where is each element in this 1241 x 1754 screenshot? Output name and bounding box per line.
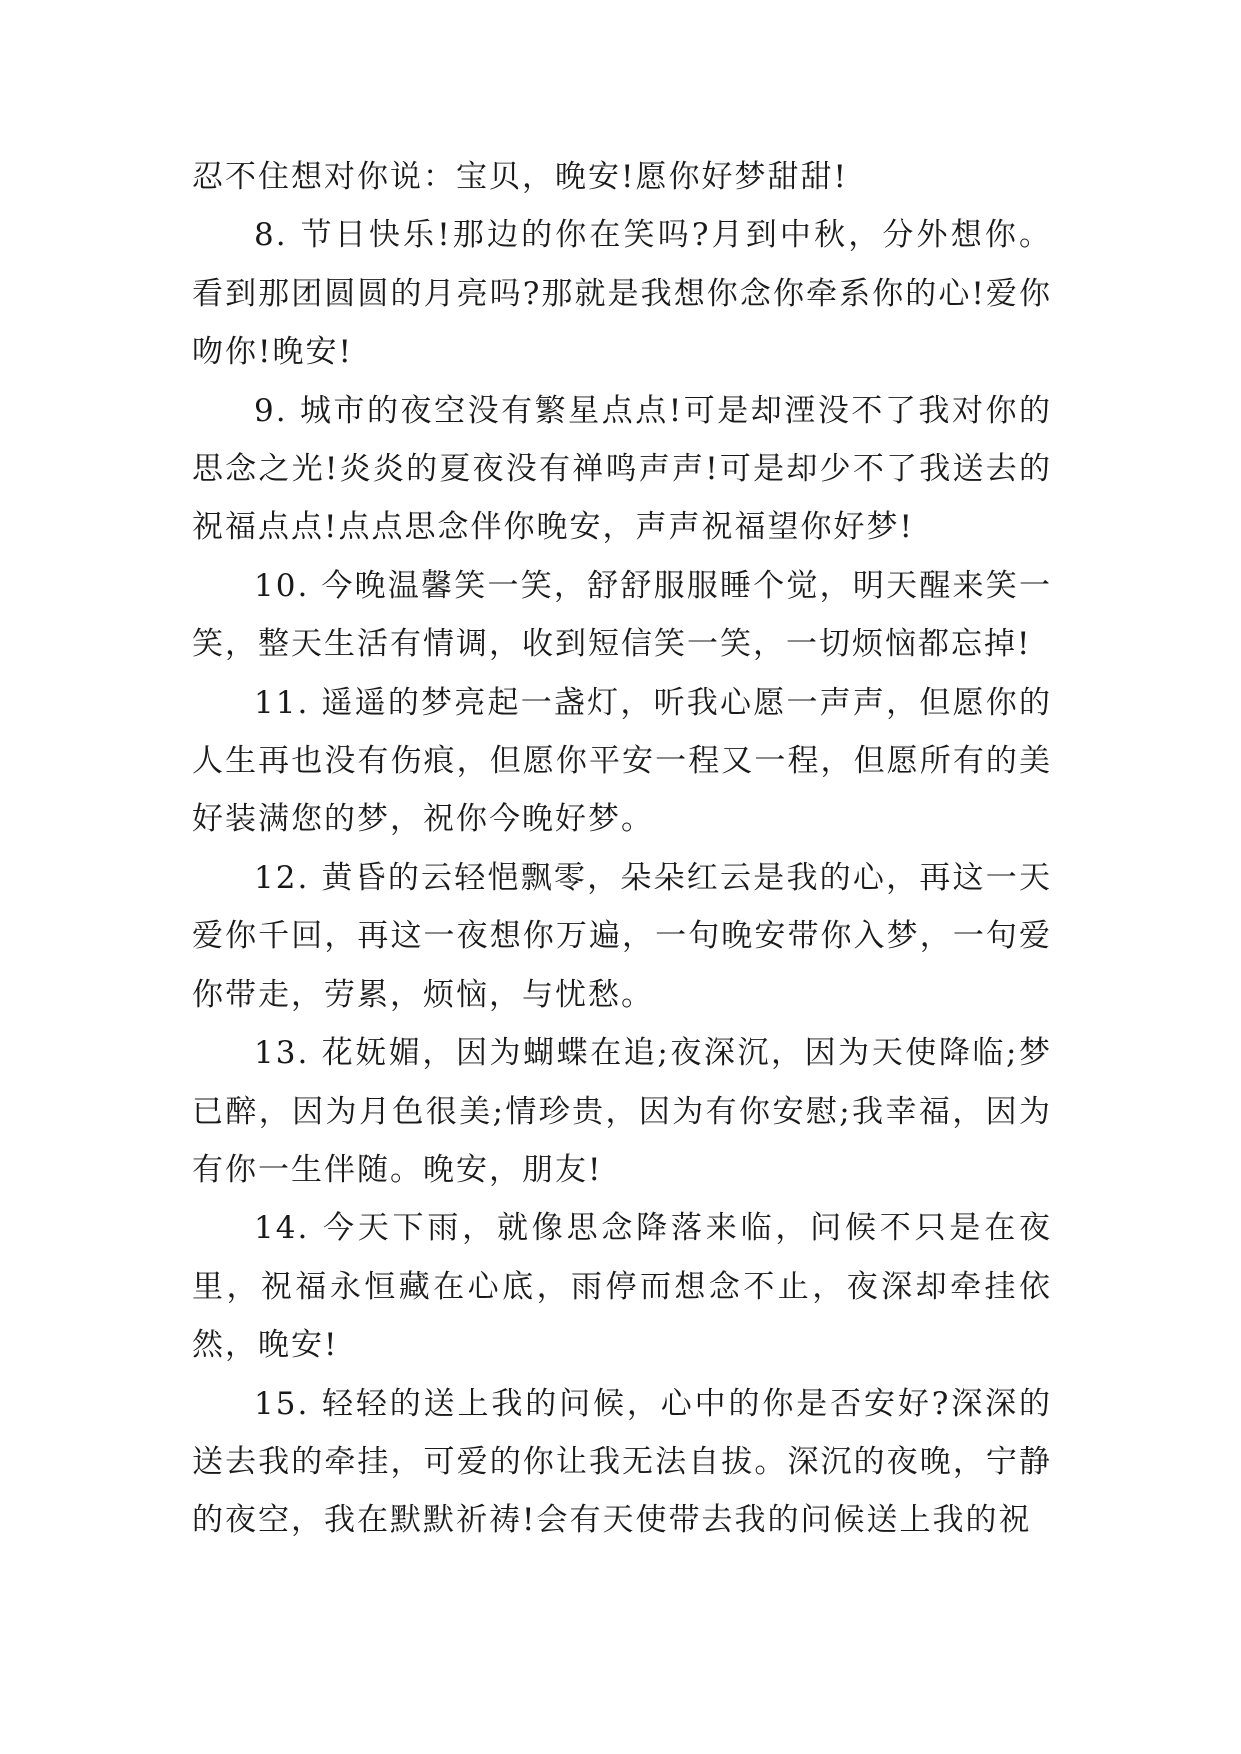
paragraph-item-9: 9. 城市的夜空没有繁星点点!可是却湮没不了我对你的思念之光!炎炎的夏夜没有禅鸣声声!可是却少不了我送去的祝福点点!点点思念伴你晚安，声声祝福望你好梦! (192, 392, 1052, 546)
document-body (192, 148, 1052, 1550)
paragraph-item-8: 8. 节日快乐!那边的你在笑吗?月到中秋，分外想你。看到那团圆圆的月亮吗?那就是我想你念你牵系你的心!爱你吻你!晚安! (192, 217, 1052, 371)
paragraph-item-11: 11. 遥遥的梦亮起一盏灯，听我心愿一声声，但愿你的人生再也没有伤痕，但愿你平安一程又一程，但愿所有的美好装满您的梦，祝你今晚好梦。 (192, 684, 1052, 838)
paragraph-item-15: 15. 轻轻的送上我的问候，心中的你是否安好?深深的送去我的牵挂，可爱的你让我无法自拔。深沉的夜晚，宁静的夜空，我在默默祈祷!会有天使带去我的问候送上我的祝 (192, 1385, 1052, 1539)
paragraph-item-14: 14. 今天下雨，就像思念降落来临，问候不只是在夜里，祝福永恒藏在心底，雨停而想念不止，夜深却牵挂依然，晚安! (192, 1210, 1052, 1364)
paragraph-item-13: 13. 花妩媚，因为蝴蝶在追;夜深沉，因为天使降临;梦已醉，因为月色很美;情珍贵，因为有你安慰;我幸福，因为有你一生伴随。晚安，朋友! (192, 1035, 1052, 1188)
paragraph-continuation: 忍不住想对你说：宝贝，晚安!愿你好梦甜甜! (192, 159, 848, 195)
paragraph-item-12: 12. 黄昏的云轻悒飘零，朵朵红云是我的心，再这一天爱你千回，再这一夜想你万遍，一句晚安带你入梦，一句爱你带走，劳累，烦恼，与忧愁。 (192, 859, 1052, 1013)
paragraph-item-10: 10. 今晚温馨笑一笑，舒舒服服睡个觉，明天醒来笑一笑，整天生活有情调，收到短信笑一笑，一切烦恼都忘掉! (192, 567, 1052, 663)
